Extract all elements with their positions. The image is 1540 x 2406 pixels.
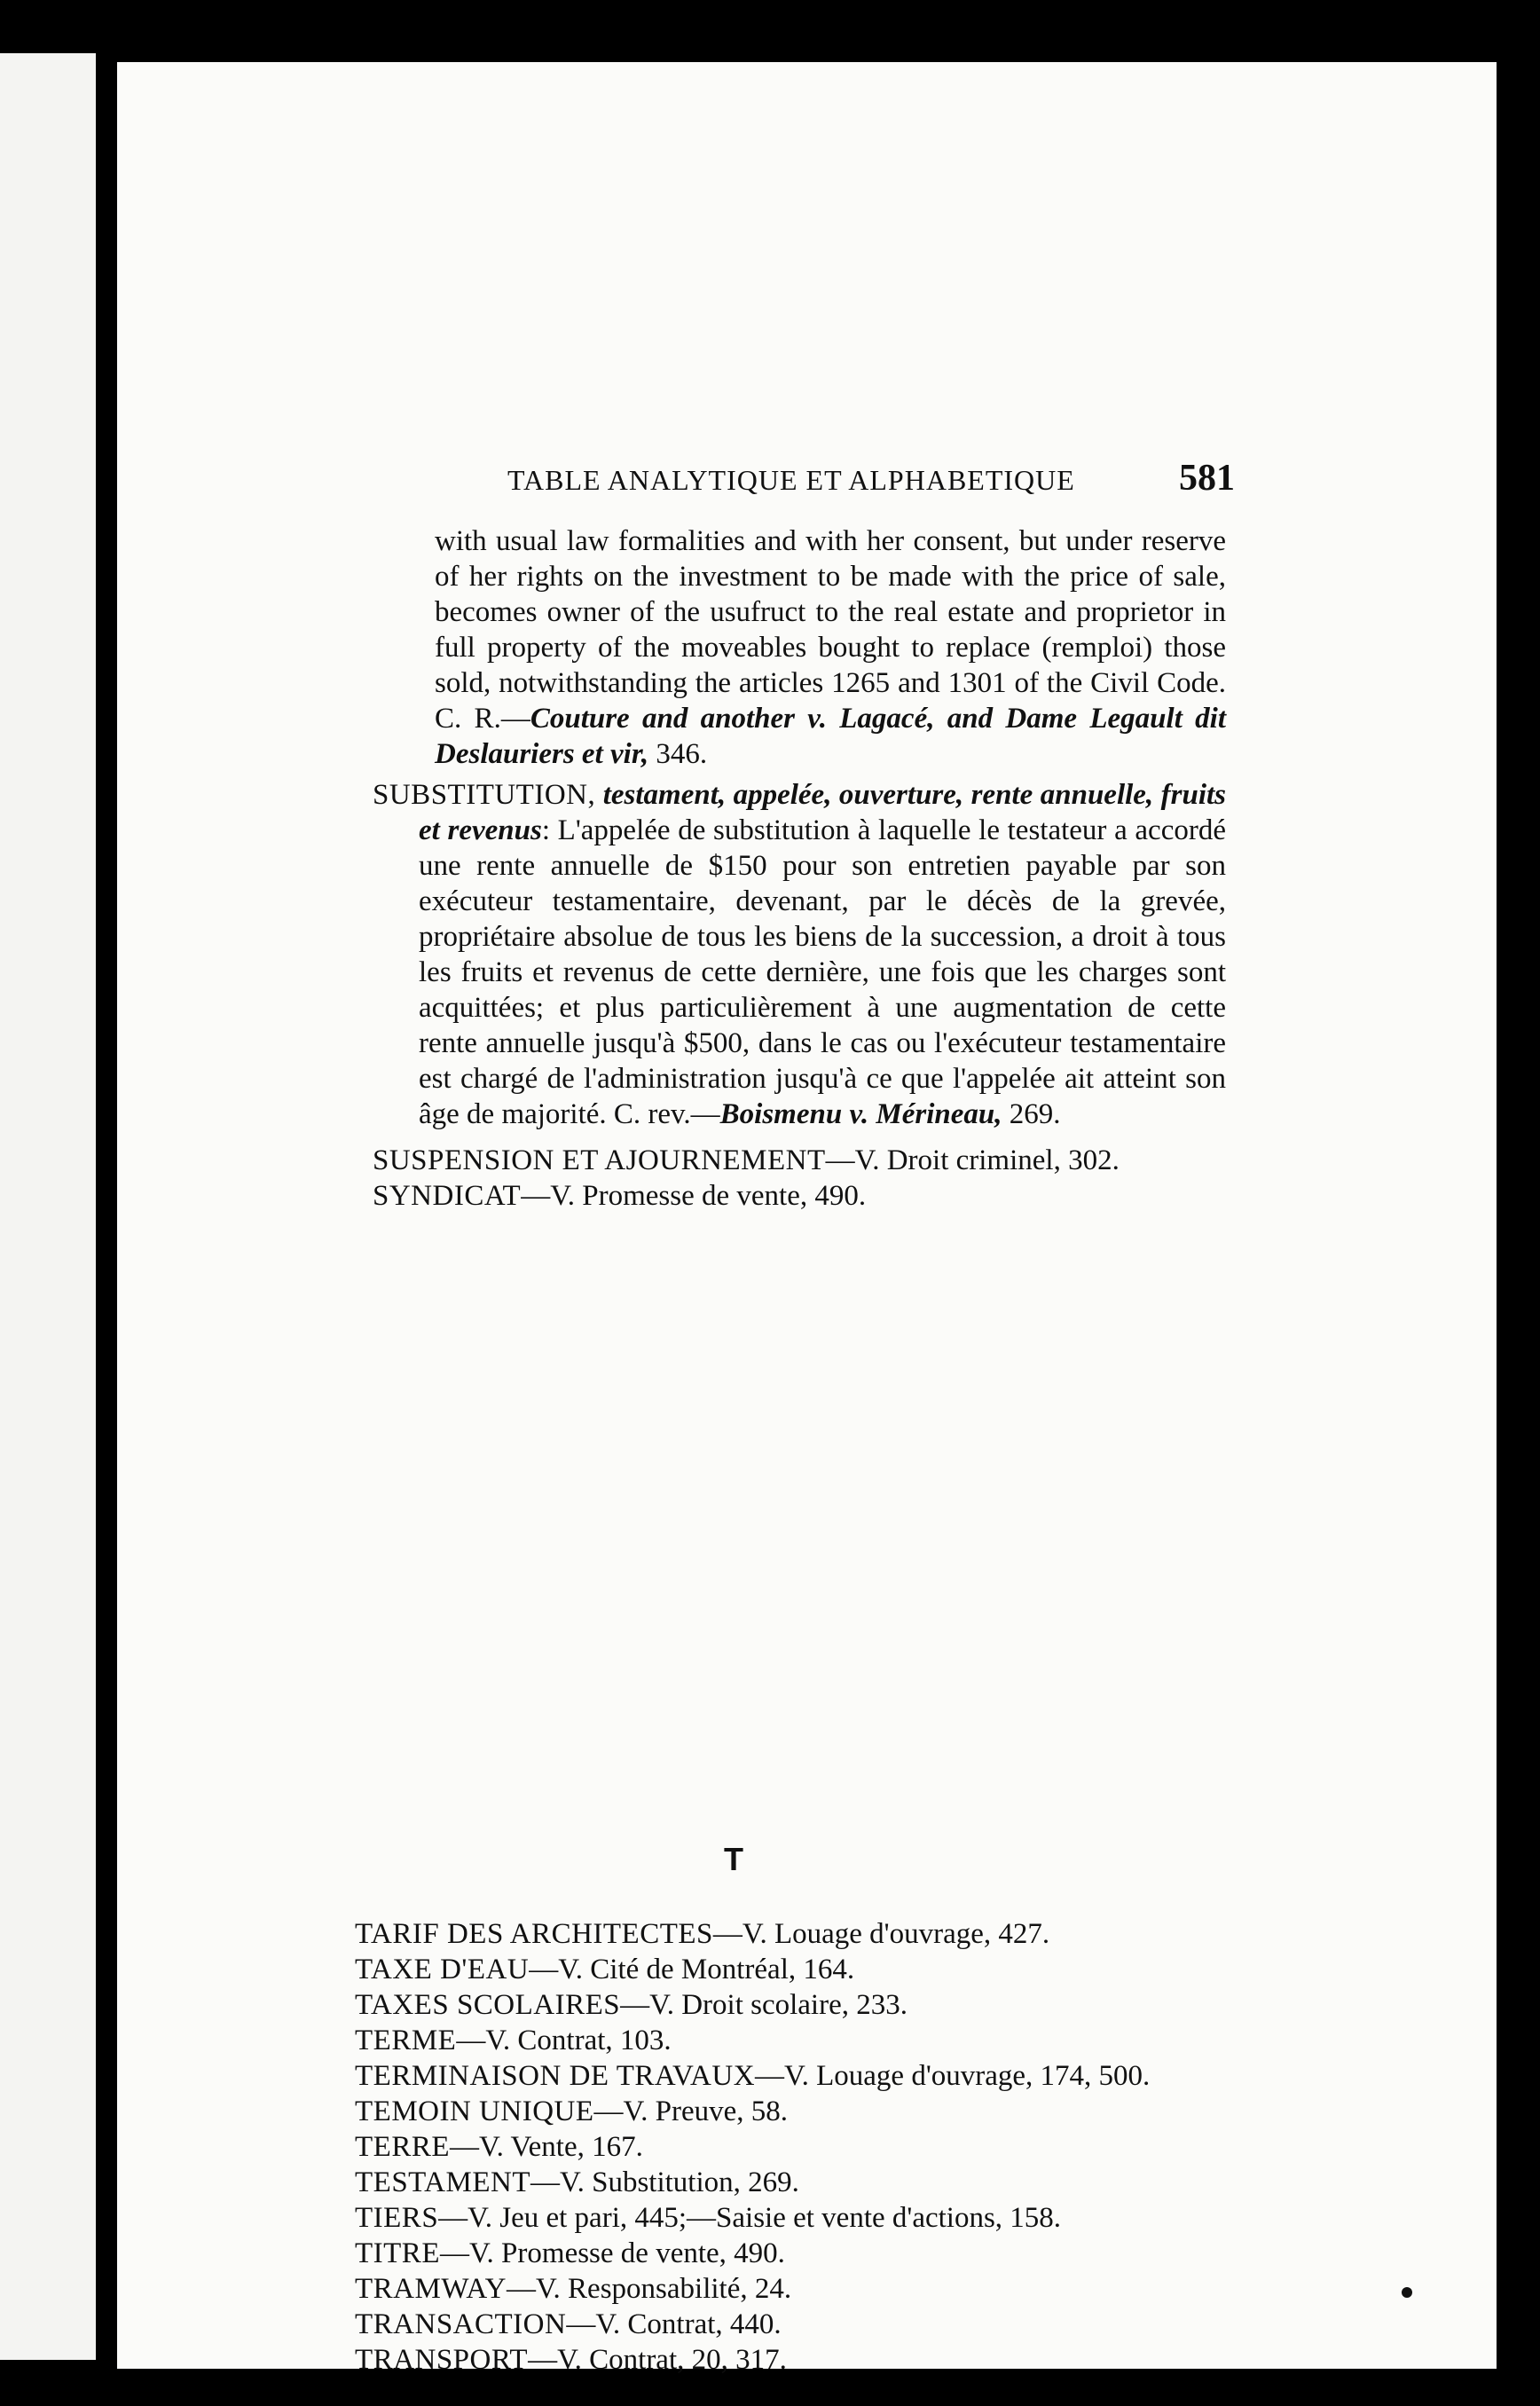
entry-ref: —V. Louage d'ouvrage, 174, 500.: [755, 2060, 1151, 2092]
entry-substitution-keywords: testament, appelée, ouverture, rente annuelle, fruits et revenus: [419, 779, 1226, 846]
entry-ref: —V. Contrat, 20, 317.: [528, 2344, 787, 2376]
entry-tarif-des-architectes: [355, 1916, 1331, 1952]
running-header: [241, 457, 1235, 510]
entry-head: TITRE: [355, 2237, 440, 2269]
previous-page-edge: [0, 53, 96, 2360]
entry-terre: [355, 2129, 1331, 2165]
entry-temoin-unique: [355, 2094, 1331, 2129]
continued-entry-case: Couture and another v. Lagacé, and Dame Legault dit Deslauriers et vir,: [435, 703, 1226, 770]
entry-substitution-ref: 269.: [1002, 1098, 1061, 1130]
entry-ref: —V. Cité de Montréal, 164.: [529, 1954, 855, 1985]
entry-ref: —V. Louage d'ouvrage, 427.: [712, 1918, 1050, 1950]
entry-head: TERME: [355, 2025, 457, 2056]
entry-substitution-case: Boismenu v. Mérineau,: [719, 1098, 1002, 1130]
entry-head: TAXE D'EAU: [355, 1954, 530, 1985]
entry-ref: —V. Promesse de vente, 490.: [439, 2237, 785, 2269]
entry-ref: —V. Vente, 167.: [450, 2131, 643, 2163]
continued-entry-text: with usual law formalities and with her consent, but under reserve of her rights on the investment to be made with the price of sale, becomes owner of the usufruct to the real estate and proprietor in full property of the moveables bought to replace (remploi) those sold, notwithstanding the articles 1265 and 1301 of the Civil Code. C. R.—: [435, 525, 1226, 735]
continued-entry-ref: 346.: [648, 738, 708, 770]
entry-head: TERMINAISON DE TRAVAUX: [355, 2060, 756, 2092]
entry-testament: [355, 2165, 1331, 2200]
entry-ref: —V. Droit criminel, 302.: [825, 1144, 1120, 1176]
header-title: TABLE ANALYTIQUE ET ALPHABETIQUE: [507, 464, 1075, 496]
entry-head: TERRE: [355, 2131, 450, 2163]
entry-taxes-scolaires: [355, 1987, 1331, 2023]
entry-terminaison-de-travaux: [355, 2058, 1331, 2094]
index-entries-s: [241, 523, 1226, 2376]
entry-substitution-text: : L'appelée de substitution à laquelle le testateur a accordé une rente annuelle de $150 pour son entretien payable par son exécuteur testamentaire, devenant, par le décès de la grevée, propriétaire absolue de tous les biens de la succession, a droit à tous les fruits et revenus de cette dernière, une fois que les charges sont acquittées; et plus particulièrement à une augmentation de cette rente annuelle jusqu'à $500, dans le cas ou l'exécuteur testamentaire est chargé de l'administration jusqu'à ce que l'appelée ait atteint son âge de majorité. C. rev.—: [419, 814, 1226, 1130]
entry-substitution: [373, 777, 1226, 1132]
entry-head: TEMOIN UNIQUE: [355, 2095, 594, 2127]
section-letter-t: T: [724, 1841, 743, 1877]
entry-ref: —V. Droit scolaire, 233.: [620, 1989, 908, 2021]
entry-head: TRANSACTION: [355, 2308, 567, 2340]
entry-transport: [355, 2342, 1331, 2378]
entry-head: TRAMWAY: [355, 2273, 507, 2305]
entry-head: TIERS: [355, 2202, 439, 2234]
entry-ref: —V. Contrat, 103.: [456, 2025, 672, 2056]
entry-suspension: [373, 1143, 1226, 1178]
entry-ref: —V. Contrat, 440.: [566, 2308, 782, 2340]
entry-head: TARIF DES ARCHITECTES: [355, 1918, 713, 1950]
entry-ref: —V. Responsabilité, 24.: [506, 2273, 792, 2305]
entry-terme: [355, 2023, 1331, 2058]
entry-head: SYNDICAT: [373, 1180, 522, 1212]
index-entries-t: [355, 1916, 1331, 2378]
entry-substitution-head: SUBSTITUTION,: [373, 779, 596, 811]
entry-ref: —V. Substitution, 269.: [530, 2166, 799, 2198]
continued-entry: [435, 523, 1226, 772]
entry-titre: [355, 2236, 1331, 2271]
page-number: 581: [1179, 458, 1235, 499]
entry-head: SUSPENSION ET AJOURNEMENT: [373, 1144, 826, 1176]
entry-transaction: [355, 2307, 1331, 2342]
entry-tiers: [355, 2200, 1331, 2236]
entry-head: TESTAMENT: [355, 2166, 531, 2198]
entry-head: TRANSPORT: [355, 2344, 529, 2376]
book-page: [117, 62, 1497, 2376]
entry-head: TAXES SCOLAIRES: [355, 1989, 621, 2021]
entry-taxe-d-eau: [355, 1952, 1331, 1987]
entry-syndicat: [373, 1178, 1226, 1214]
ink-speck: [1402, 2287, 1412, 2298]
entry-tramway: [355, 2271, 1331, 2307]
entry-ref: —V. Jeu et pari, 445;—Saisie et vente d'actions, 158.: [438, 2202, 1062, 2234]
entry-ref: —V. Preuve, 58.: [593, 2095, 789, 2127]
entry-ref: —V. Promesse de vente, 490.: [521, 1180, 867, 1212]
